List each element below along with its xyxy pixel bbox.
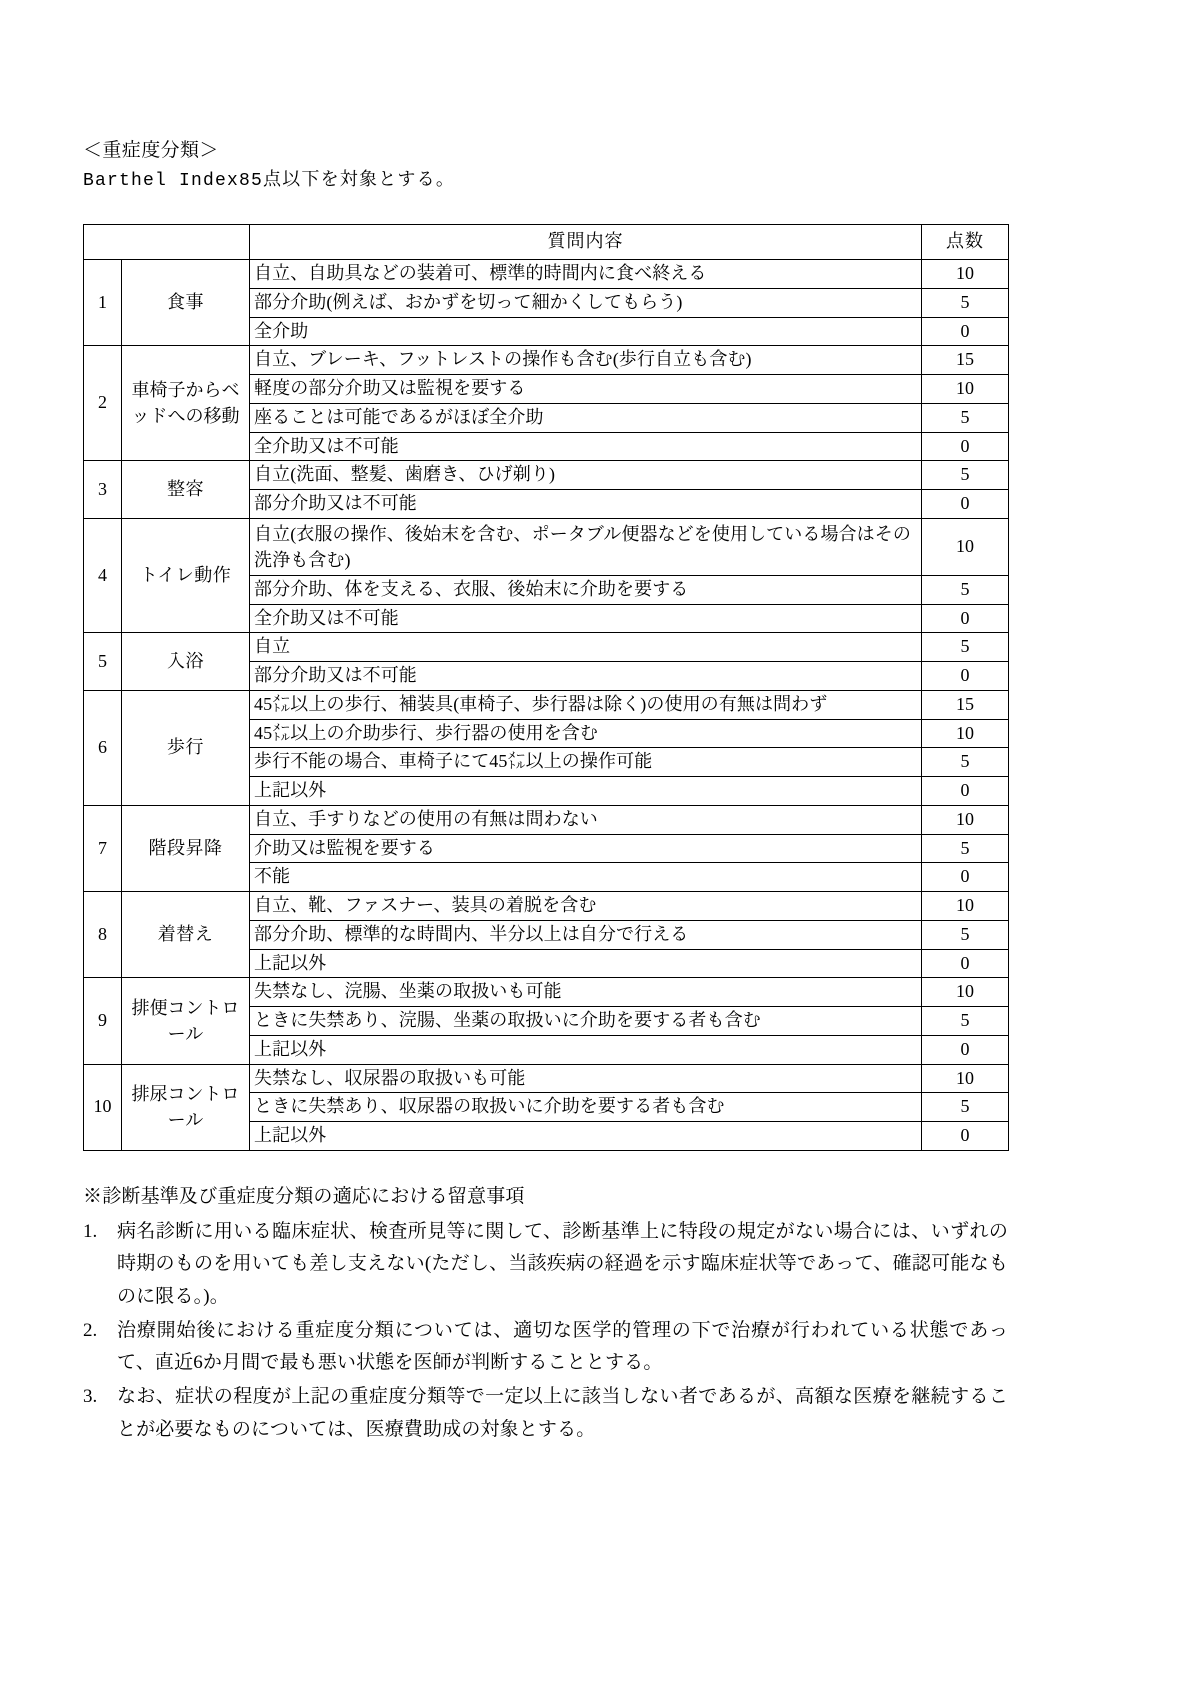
note-item (83, 1216, 1008, 1314)
category-name: 車椅子からベッドへの移動 (122, 346, 250, 461)
category-name: 階段昇降 (122, 805, 250, 891)
score-value: 5 (922, 1093, 1009, 1122)
category-number: 1 (84, 260, 122, 346)
score-value: 10 (922, 518, 1009, 575)
score-value: 5 (922, 633, 1009, 662)
column-header-score: 点数 (922, 225, 1009, 260)
score-value: 10 (922, 375, 1009, 404)
question-text: 上記以外 (250, 1122, 922, 1151)
question-text: 自立(洗面、整髪、歯磨き、ひげ剃り) (250, 461, 922, 490)
document-content (83, 136, 1008, 1446)
notes-title: ※診断基準及び重症度分類の適応における留意事項 (83, 1185, 525, 1207)
table-row (84, 260, 1009, 289)
score-value: 5 (922, 920, 1009, 949)
question-text: 上記以外 (250, 1035, 922, 1064)
table-row (84, 978, 1009, 1007)
question-text: 部分介助、体を支える、衣服、後始末に介助を要する (250, 575, 922, 604)
score-value: 0 (922, 1122, 1009, 1151)
note-marker: 3. (83, 1385, 98, 1407)
note-item (83, 1315, 1008, 1380)
barthel-index-table (83, 224, 1009, 1151)
score-value: 5 (922, 461, 1009, 490)
question-text: 上記以外 (250, 949, 922, 978)
category-number: 7 (84, 805, 122, 891)
note-item (83, 1381, 1008, 1446)
category-name: 食事 (122, 260, 250, 346)
column-header-category (84, 225, 250, 260)
table-row (84, 633, 1009, 662)
question-text: 全介助又は不可能 (250, 432, 922, 461)
note-text: なお、症状の程度が上記の重症度分類等で一定以上に該当しない者であるが、高額な医療を継続することが必要なものについては、医療費助成の対象とする。 (117, 1385, 1008, 1440)
category-number: 6 (84, 690, 122, 805)
score-value: 15 (922, 346, 1009, 375)
question-text: 全介助又は不可能 (250, 604, 922, 633)
score-value: 10 (922, 1064, 1009, 1093)
question-text: ときに失禁あり、収尿器の取扱いに介助を要する者も含む (250, 1093, 922, 1122)
question-text: 歩行不能の場合、車椅子にて45㍍以上の操作可能 (250, 748, 922, 777)
question-text: 失禁なし、浣腸、坐薬の取扱いも可能 (250, 978, 922, 1007)
score-value: 5 (922, 834, 1009, 863)
score-value: 5 (922, 288, 1009, 317)
severity-classification-heading: ＜重症度分類＞ (83, 140, 219, 161)
score-value: 0 (922, 662, 1009, 691)
column-header-question: 質問内容 (250, 225, 922, 260)
category-number: 8 (84, 892, 122, 978)
category-number: 2 (84, 346, 122, 461)
score-value: 0 (922, 863, 1009, 892)
category-number: 9 (84, 978, 122, 1064)
score-value: 5 (922, 575, 1009, 604)
note-marker: 1. (83, 1220, 98, 1242)
score-value: 0 (922, 777, 1009, 806)
score-value: 10 (922, 892, 1009, 921)
question-text: ときに失禁あり、浣腸、坐薬の取扱いに介助を要する者も含む (250, 1007, 922, 1036)
table-header-row (84, 225, 1009, 260)
score-value: 10 (922, 260, 1009, 289)
question-text: 45㍍以上の歩行、補装具(車椅子、歩行器は除く)の使用の有無は問わず (250, 690, 922, 719)
category-name: 入浴 (122, 633, 250, 691)
score-value: 0 (922, 432, 1009, 461)
table-row (84, 461, 1009, 490)
category-number: 5 (84, 633, 122, 691)
table-row (84, 346, 1009, 375)
question-text: 自立、手すりなどの使用の有無は問わない (250, 805, 922, 834)
note-marker: 2. (83, 1319, 98, 1341)
category-name: 歩行 (122, 690, 250, 805)
notes-section (83, 1181, 1008, 1446)
table-row (84, 805, 1009, 834)
category-number: 10 (84, 1064, 122, 1150)
category-name: 排便コントロール (122, 978, 250, 1064)
table-header (84, 225, 1009, 260)
question-text: 部分介助(例えば、おかずを切って細かくしてもらう) (250, 288, 922, 317)
table-row (84, 892, 1009, 921)
score-value: 10 (922, 978, 1009, 1007)
table-row (84, 1064, 1009, 1093)
category-name: 着替え (122, 892, 250, 978)
score-value: 0 (922, 317, 1009, 346)
table-body (84, 260, 1009, 1151)
category-name: トイレ動作 (122, 518, 250, 633)
score-value: 15 (922, 690, 1009, 719)
question-text: 部分介助又は不可能 (250, 490, 922, 519)
score-value: 0 (922, 490, 1009, 519)
note-text: 治療開始後における重症度分類については、適切な医学的管理の下で治療が行われている状態であって、直近6か月間で最も悪い状態を医師が判断することとする。 (117, 1319, 1008, 1374)
category-name: 整容 (122, 461, 250, 519)
question-text: 軽度の部分介助又は監視を要する (250, 375, 922, 404)
question-text: 自立、靴、ファスナー、装具の着脱を含む (250, 892, 922, 921)
barthel-index-subheading: Barthel Index85点以下を対象とする。 (83, 171, 456, 191)
score-value: 5 (922, 1007, 1009, 1036)
question-text: 介助又は監視を要する (250, 834, 922, 863)
category-number: 3 (84, 461, 122, 519)
question-text: 座ることは可能であるがほぼ全介助 (250, 403, 922, 432)
question-text: 不能 (250, 863, 922, 892)
score-value: 10 (922, 805, 1009, 834)
question-text: 自立、ブレーキ、フットレストの操作も含む(歩行自立も含む) (250, 346, 922, 375)
question-text: 失禁なし、収尿器の取扱いも可能 (250, 1064, 922, 1093)
score-value: 5 (922, 403, 1009, 432)
category-name: 排尿コントロール (122, 1064, 250, 1150)
question-text: 上記以外 (250, 777, 922, 806)
question-text: 自立、自助具などの装着可、標準的時間内に食べ終える (250, 260, 922, 289)
score-value: 0 (922, 1035, 1009, 1064)
note-text: 病名診断に用いる臨床症状、検査所見等に関して、診断基準上に特段の規定がない場合には、いずれの時期のものを用いても差し支えない(ただし、当該疾病の経過を示す臨床症状等であって、確認可能なものに限る。)。 (117, 1220, 1008, 1307)
question-text: 全介助 (250, 317, 922, 346)
question-text: 部分介助又は不可能 (250, 662, 922, 691)
question-text: 45㍍以上の介助歩行、歩行器の使用を含む (250, 719, 922, 748)
question-text: 部分介助、標準的な時間内、半分以上は自分で行える (250, 920, 922, 949)
score-value: 0 (922, 604, 1009, 633)
score-value: 5 (922, 748, 1009, 777)
score-value: 0 (922, 949, 1009, 978)
table-row (84, 518, 1009, 575)
notes-list (83, 1216, 1008, 1447)
question-text: 自立(衣服の操作、後始末を含む、ポータブル便器などを使用している場合はその洗浄も含む) (250, 518, 922, 575)
score-value: 10 (922, 719, 1009, 748)
question-text: 自立 (250, 633, 922, 662)
category-number: 4 (84, 518, 122, 633)
table-row (84, 690, 1009, 719)
